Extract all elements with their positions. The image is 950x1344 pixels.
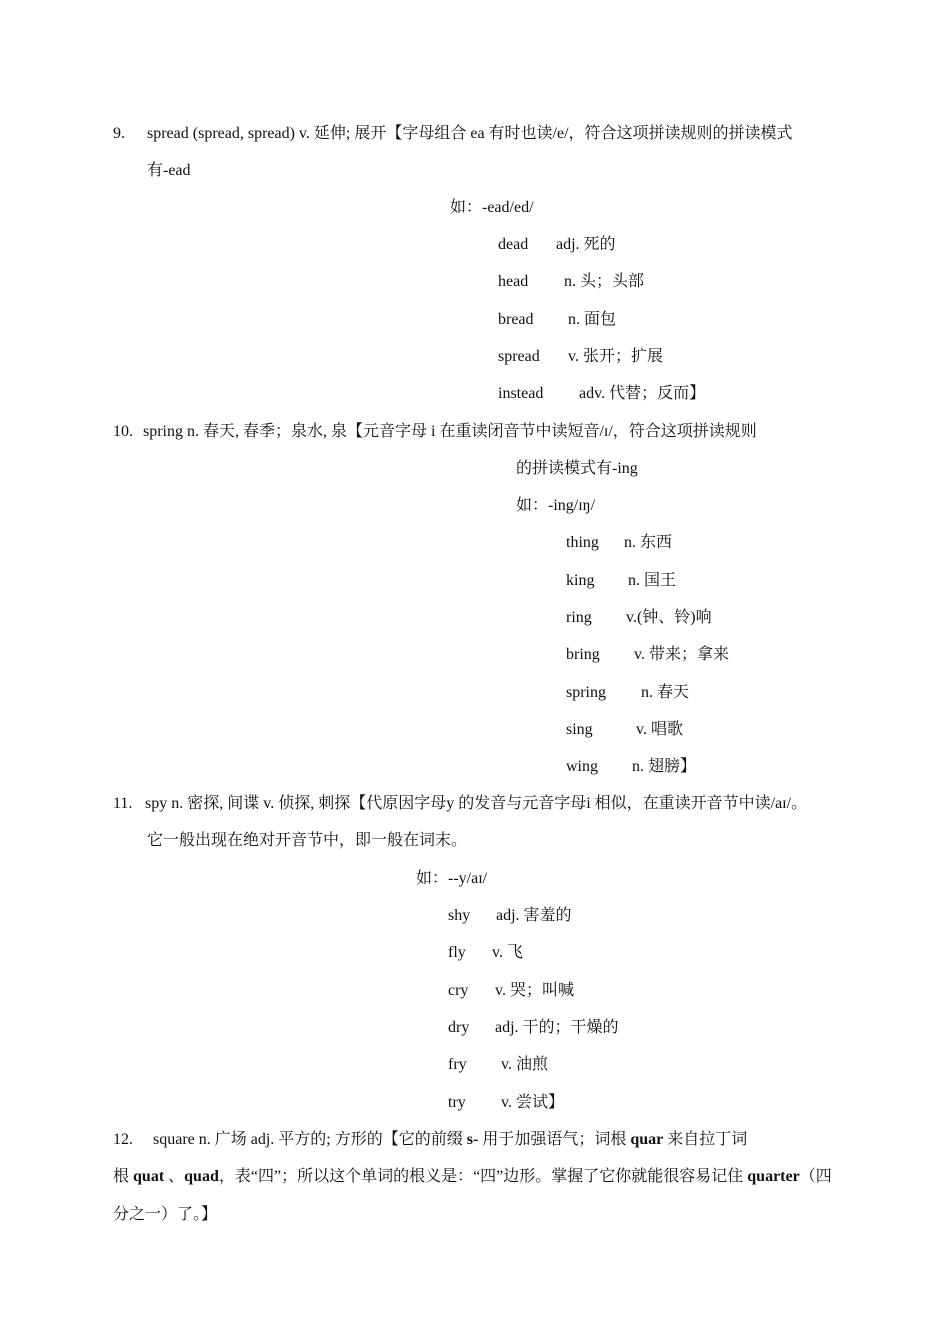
example-word: dry [448, 1019, 470, 1036]
entry-text-line2: 它一般出现在绝对开音节中，即一般在词末。 [147, 832, 468, 849]
entry-text-line2: 有-ead [147, 162, 191, 179]
example-meaning: n. 国王 [628, 572, 677, 589]
example-meaning: v. 张开；扩展 [568, 348, 663, 365]
example-meaning: n. 翅膀】 [632, 758, 697, 775]
example-word: sing [566, 721, 593, 738]
example-word: bread [498, 311, 534, 328]
example-meaning: v. 带来；拿来 [634, 646, 729, 663]
example-word: wing [566, 758, 598, 775]
example-word: instead [498, 385, 544, 402]
entry-text-line1: square n. 广场 adj. 平方的; 方形的【它的前缀 s- 用于加强语气；词根 quar 来自拉丁词 [153, 1131, 748, 1148]
example-meaning: adj. 干的；干燥的 [495, 1019, 619, 1036]
example-word: king [566, 572, 595, 589]
example-header: 如：-ing/ɪŋ/ [516, 497, 596, 514]
example-meaning: v. 飞 [492, 944, 523, 961]
example-word: ring [566, 609, 592, 626]
example-header: 如：-ead/ed/ [450, 199, 534, 216]
entry-text-line3: 分之一）了。】 [113, 1206, 218, 1223]
entry-number: 10. [113, 423, 133, 440]
example-meaning: v. 哭；叫喊 [495, 982, 574, 999]
example-word: head [498, 273, 529, 290]
entry-number: 12. [113, 1131, 133, 1148]
example-meaning: n. 春天 [641, 684, 690, 701]
example-word: cry [448, 982, 469, 999]
example-meaning: v. 尝试】 [501, 1094, 564, 1111]
entry-text-line2: 根 quat 、quad，表“四”；所以这个单词的根义是：“四”边形。掌握了它你就能很容易记住 quarter（四 [113, 1168, 832, 1185]
example-word: try [448, 1094, 466, 1111]
example-word: spread [498, 348, 540, 365]
example-word: fly [448, 944, 466, 961]
example-word: spring [566, 684, 606, 701]
example-meaning: adj. 死的 [556, 236, 616, 253]
entry-text-line1: spy n. 密探, 间谍 v. 侦探, 刺探【代原因字母y 的发音与元音字母i 相似，在重读开音节中读/aɪ/。 [145, 795, 808, 812]
example-meaning: n. 面包 [568, 311, 617, 328]
example-meaning: n. 东西 [624, 534, 673, 551]
entry-number: 9. [113, 125, 125, 142]
entry-text-line2: 的拼读模式有-ing [516, 460, 638, 477]
example-word: shy [448, 907, 471, 924]
example-meaning: adv. 代替；反而】 [579, 385, 706, 402]
example-meaning: n. 头；头部 [564, 273, 645, 290]
example-word: thing [566, 534, 599, 551]
entry-text-line1: spread (spread, spread) v. 延伸; 展开【字母组合 ea 有时也读/e/，符合这项拼读规则的拼读模式 [147, 125, 793, 142]
example-header: 如：--y/aɪ/ [416, 870, 488, 887]
example-word: fry [448, 1056, 467, 1073]
example-meaning: adj. 害羞的 [496, 907, 572, 924]
example-word: bring [566, 646, 600, 663]
entry-number: 11. [113, 795, 133, 812]
example-meaning: v.(钟、铃)响 [626, 609, 712, 626]
example-meaning: v. 唱歌 [636, 721, 683, 738]
example-meaning: v. 油煎 [501, 1056, 548, 1073]
example-word: dead [498, 236, 529, 253]
entry-text-line1: spring n. 春天, 春季；泉水, 泉【元音字母 i 在重读闭音节中读短音/ɪ/，符合这项拼读规则 [143, 423, 757, 440]
